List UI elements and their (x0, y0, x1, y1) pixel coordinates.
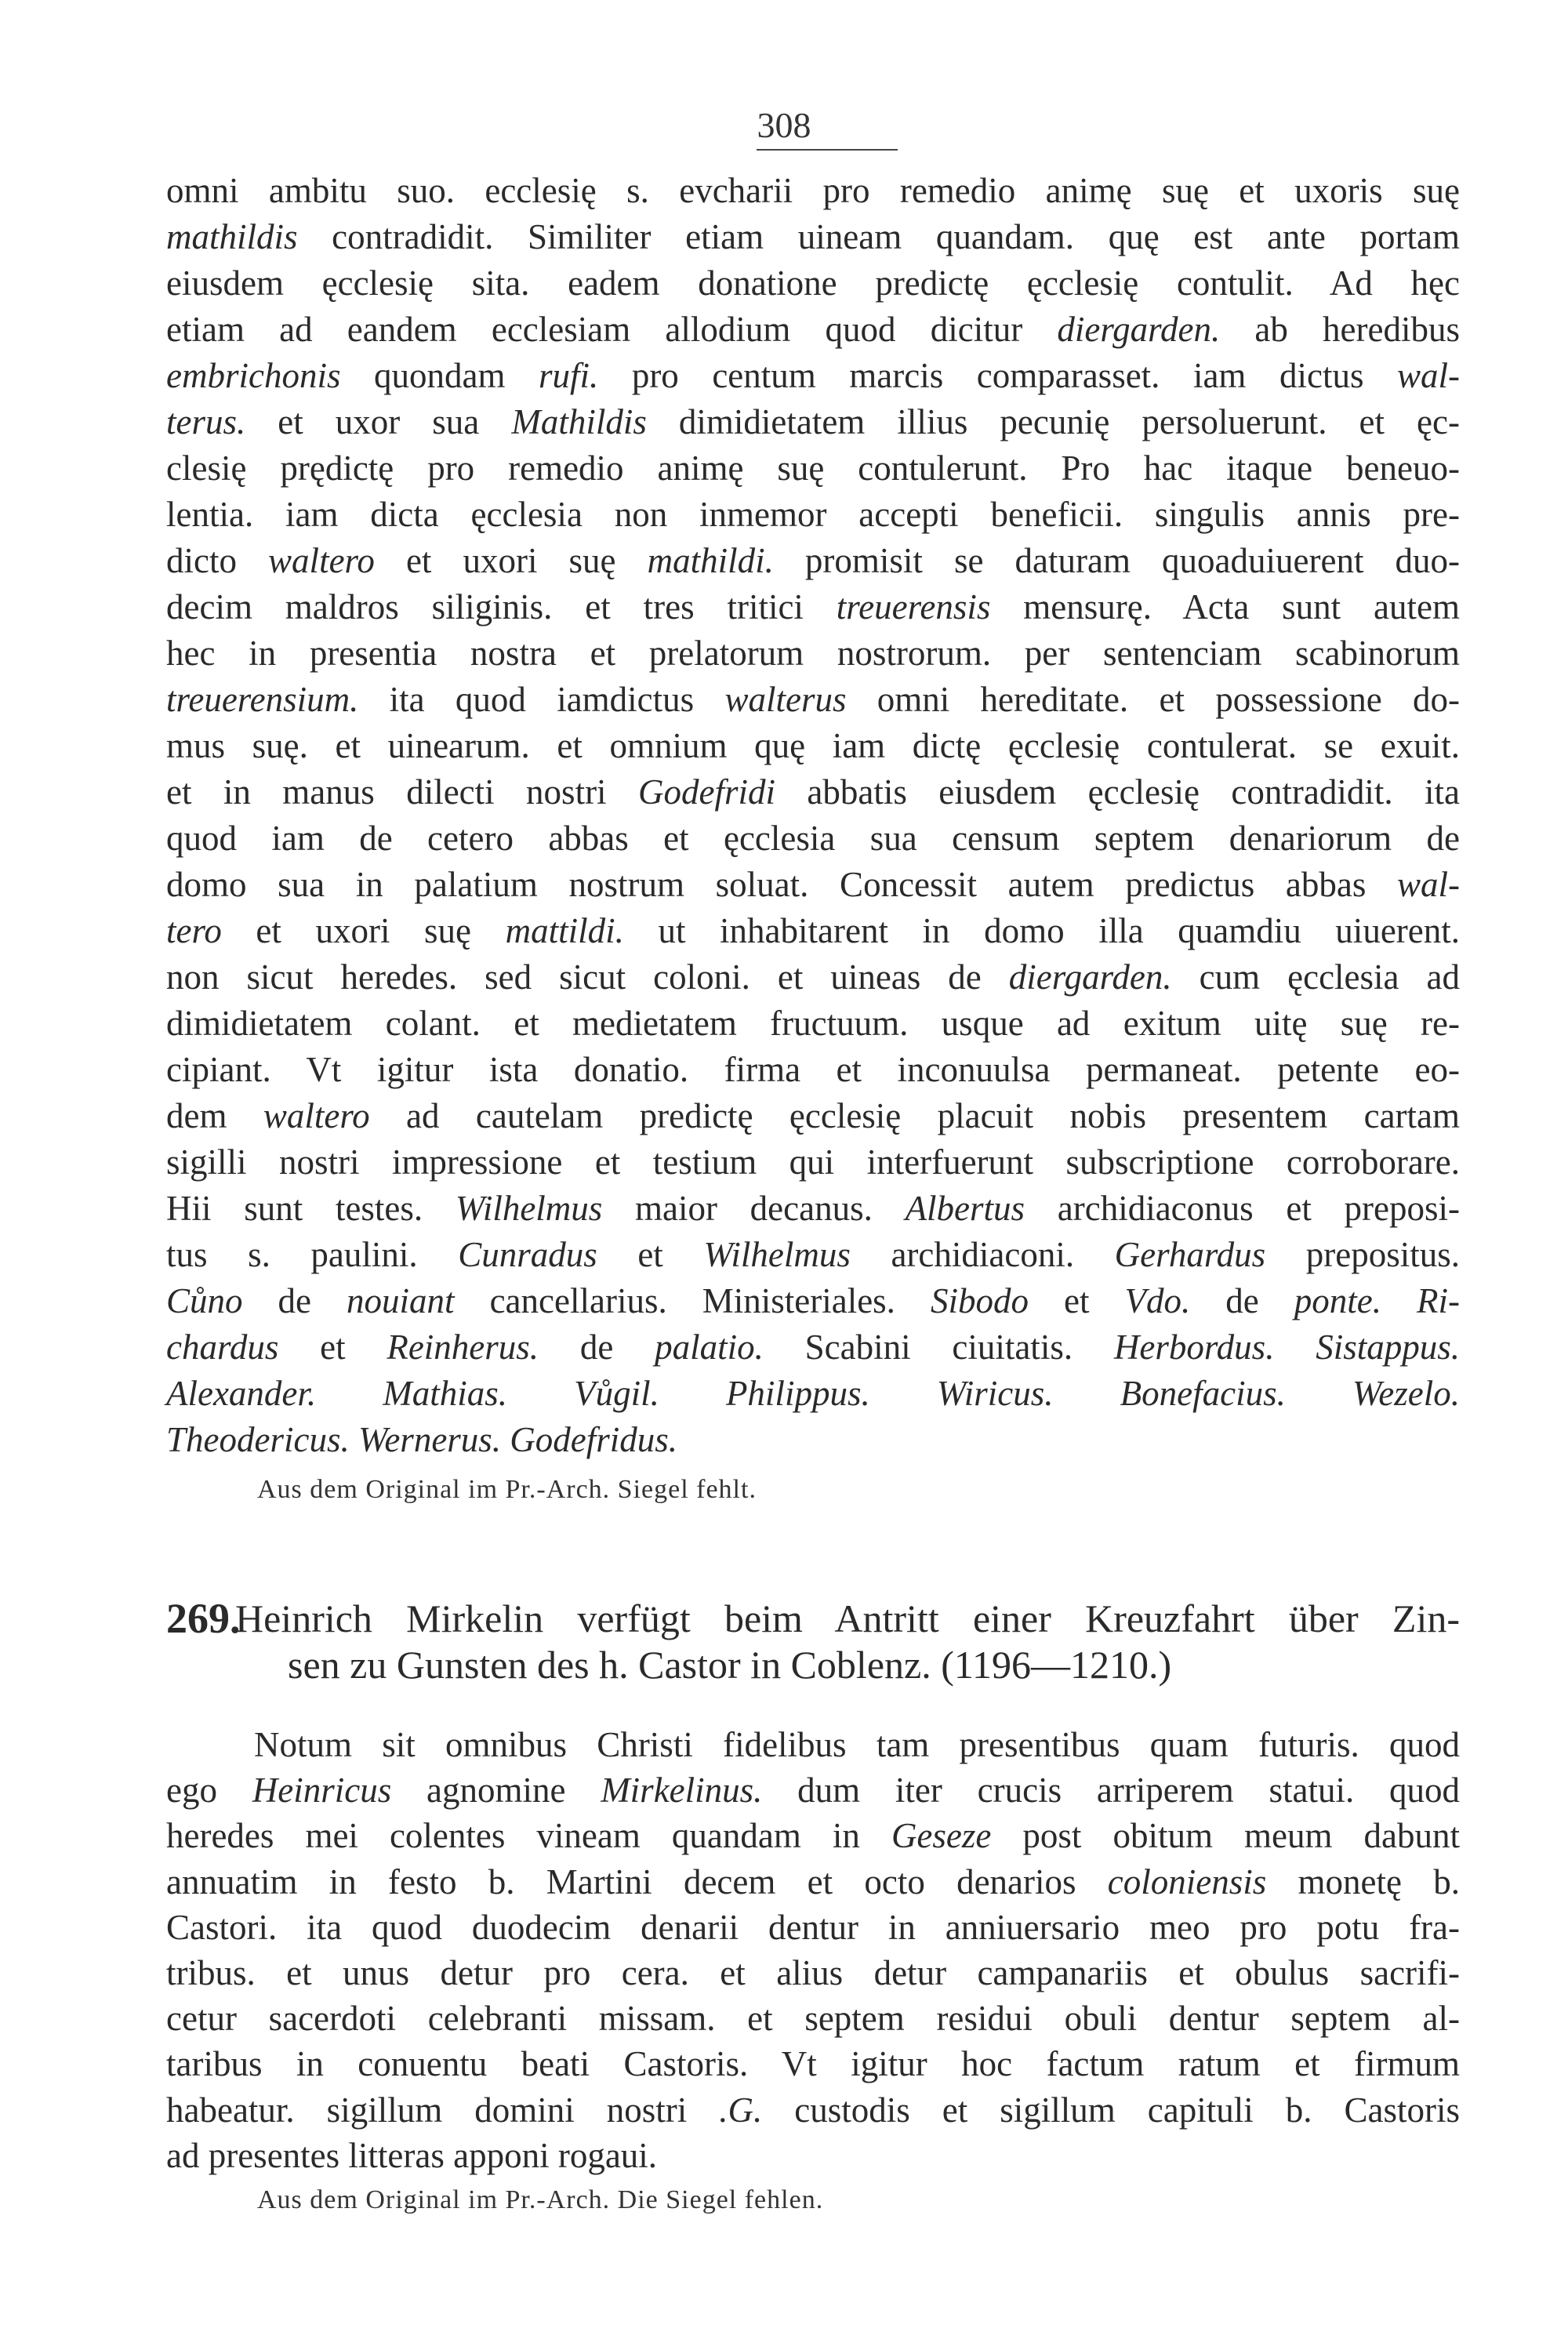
italic-name: Heinricus (252, 1771, 392, 1811)
text-segment: decim maldros siliginis. et tres tritici (166, 587, 837, 627)
italic-name: .G. (719, 2090, 763, 2130)
text-segment: promisit se daturam quoaduiuerent duo- (773, 541, 1460, 580)
text-line (254, 1722, 1460, 1768)
text-line (166, 1324, 1460, 1371)
text-line (166, 1950, 1460, 1996)
italic-name: coloniensis (1107, 1861, 1267, 1901)
italic-name: treuerensium. (166, 680, 359, 719)
text-segment: mus suę. et uinearum. et omnium quę iam dictę ęcclesię contulerat. se exuit. (166, 726, 1460, 765)
text-line (166, 492, 1460, 538)
text-segment: ut inhabitarent in domo illa quamdiu uiuerent. (623, 911, 1460, 950)
italic-name: Cunradus (458, 1235, 597, 1274)
text-line (166, 353, 1460, 399)
text-line (166, 954, 1460, 1001)
italic-name: wal- (1396, 356, 1460, 395)
italic-name: tero (166, 911, 222, 950)
text-segment: omni hereditate. et possessione do- (846, 680, 1460, 719)
text-segment: ab heredibus (1220, 310, 1461, 349)
italic-name: treuerensis (836, 587, 991, 627)
section-number: 269. (166, 1595, 241, 1642)
italic-name: wal- (1396, 865, 1460, 904)
text-line (166, 815, 1460, 862)
text-segment: omni ambitu suo. ecclesię s. evcharii pro remedio animę suę et uxoris suę (166, 171, 1460, 210)
text-segment: de (1190, 1281, 1294, 1320)
text-segment: etiam ad eandem ecclesiam allodium quod dicitur (166, 310, 1058, 349)
italic-name: Cůno (166, 1281, 243, 1320)
italic-name: chardus (166, 1328, 279, 1367)
text-segment: et uxor sua (245, 402, 512, 441)
text-line (166, 862, 1460, 908)
text-segment: cum ęcclesia ad (1171, 957, 1460, 997)
text-segment: Scabini ciuitatis. (763, 1328, 1114, 1367)
italic-name: mathildi. (647, 541, 774, 580)
text-line (166, 2041, 1460, 2087)
italic-name: Sibodo (930, 1281, 1029, 1320)
text-segment: Castori. ita quod duodecim denarii dentur in anniuersario meo pro potu fra- (166, 1907, 1460, 1947)
text-line (166, 538, 1460, 584)
text-line (166, 769, 1460, 815)
text-line (166, 1093, 1460, 1139)
italic-name: Herbordus. Sistappus. (1113, 1328, 1460, 1367)
text-segment: dem (166, 1096, 263, 1135)
text-segment: de (539, 1328, 655, 1367)
text-segment: annuatim in festo b. Martini decem et octo denarios (166, 1861, 1108, 1901)
text-segment: taribus in conuentu beati Castoris. Vt igitur hoc factum ratum et firmum (166, 2044, 1460, 2084)
text-segment: mensurę. Acta sunt autem (990, 587, 1460, 627)
text-segment: non sicut heredes. sed sicut coloni. et uineas de (166, 957, 1009, 997)
text-line (166, 1996, 1460, 2042)
text-line (166, 584, 1460, 630)
italic-name: Mirkelinus. (601, 1771, 763, 1811)
italic-name: Wilhelmus (703, 1235, 851, 1274)
text-line (166, 1001, 1460, 1047)
text-line (166, 214, 1460, 260)
italic-name: nouiant (347, 1281, 455, 1320)
section-title-line-1: Heinrich Mirkelin verfügt beim Antritt einer Kreuzfahrt über Zin- (235, 1596, 1460, 1640)
text-line (166, 307, 1460, 353)
text-segment: abbatis eiusdem ęcclesię contradidit. ita (775, 772, 1460, 812)
text-line (166, 2133, 1460, 2179)
text-line (166, 1047, 1460, 1093)
text-segment: ad cautelam predictę ęcclesię placuit nobis presentem cartam (369, 1096, 1460, 1135)
text-segment: et uxori suę (374, 541, 648, 580)
text-segment: lentia. iam dicta ęcclesia non inmemor accepti beneficii. singulis annis pre- (166, 495, 1460, 534)
text-segment: hec in presentia nostra et prelatorum nostrorum. per sentenciam scabinorum (166, 634, 1460, 673)
text-segment: et uxori suę (221, 911, 506, 950)
text-segment: cipiant. Vt igitur ista donatio. firma et inconuulsa permaneat. petente eo- (166, 1050, 1460, 1089)
italic-name: rufi. (539, 356, 599, 395)
italic-name: Albertus (905, 1189, 1025, 1228)
source-note-269: Aus dem Original im Pr.-Arch. Die Siegel fehlen. (257, 2185, 824, 2214)
italic-name: Wilhelmus (455, 1189, 603, 1228)
text-line (166, 723, 1460, 769)
text-segment: ad presentes litteras apponi rogaui. (166, 2135, 658, 2175)
text-segment: et in manus dilecti nostri (166, 772, 638, 812)
italic-name: terus. (166, 402, 246, 441)
italic-name: waltero (263, 1096, 370, 1135)
text-line (166, 1232, 1460, 1278)
italic-name: mathildis (166, 217, 298, 256)
text-segment: agnomine (391, 1771, 601, 1811)
italic-name: diergarden. (1008, 957, 1172, 997)
text-segment: prepositus. (1265, 1235, 1460, 1274)
page-number-rule (757, 149, 898, 151)
text-segment: Hii sunt testes. (166, 1189, 456, 1228)
text-line (166, 1905, 1460, 1951)
text-segment: ego (166, 1771, 252, 1811)
section-title-line-2: sen zu Gunsten des h. Castor in Coblenz. (1196—1210.) (288, 1643, 1172, 1687)
text-segment: eiusdem ęcclesię sita. eadem donatione predictę ęcclesię contulit. Ad hęc (166, 263, 1460, 303)
text-segment: quod iam de cetero abbas et ęcclesia sua censum septem denariorum de (166, 819, 1460, 858)
text-line (166, 1278, 1460, 1324)
text-line (166, 1371, 1460, 1417)
text-segment: tus s. paulini. (166, 1235, 459, 1274)
text-segment: Notum sit omnibus Christi fidelibus tam presentibus quam futuris. quod (254, 1725, 1460, 1764)
text-segment: et (1028, 1281, 1125, 1320)
text-segment: archidiaconus et preposi- (1025, 1189, 1460, 1228)
italic-name: Theodericus. Wernerus. Godefridus. (166, 1420, 678, 1459)
italic-name: Mathildis (511, 402, 647, 441)
text-segment: quondam (340, 356, 539, 395)
text-segment: cetur sacerdoti celebranti missam. et septem residui obuli dentur septem al- (166, 1999, 1460, 2039)
text-line (166, 1813, 1460, 1859)
italic-name: embrichonis (166, 356, 341, 395)
text-line (166, 399, 1460, 445)
text-line (166, 1186, 1460, 1232)
text-segment: habeatur. sigillum domini nostri (166, 2090, 720, 2130)
italic-name: mattildi. (505, 911, 624, 950)
text-line (166, 2087, 1460, 2134)
text-segment: heredes mei colentes vineam quandam in (166, 1816, 891, 1856)
text-line (166, 630, 1460, 677)
italic-name: Vdo. (1124, 1281, 1191, 1320)
text-segment: archidiaconi. (850, 1235, 1115, 1274)
source-note-268: Aus dem Original im Pr.-Arch. Siegel fehlt. (257, 1475, 757, 1504)
italic-name: ponte. Ri- (1294, 1281, 1461, 1320)
italic-name: Geseze (891, 1816, 992, 1856)
italic-name: Gerhardus (1114, 1235, 1266, 1274)
text-segment: post obitum meum dabunt (991, 1816, 1460, 1856)
text-segment: dimidietatem illius pecunię persoluerunt. et ęc- (646, 402, 1460, 441)
text-segment: sigilli nostri impressione et testium qui interfuerunt subscriptione corroborare. (166, 1142, 1460, 1182)
text-segment: dicto (166, 541, 269, 580)
italic-name: walterus (724, 680, 847, 719)
text-line (166, 1139, 1460, 1186)
text-line (166, 260, 1460, 307)
text-segment: dum iter crucis arriperem statui. quod (762, 1771, 1460, 1811)
italic-name: waltero (268, 541, 375, 580)
text-segment: et (597, 1235, 704, 1274)
text-segment: dimidietatem colant. et medietatem fructuum. usque ad exitum uitę suę re- (166, 1004, 1460, 1043)
text-line (166, 1859, 1460, 1905)
text-line (166, 445, 1460, 492)
text-segment: domo sua in palatium nostrum soluat. Concessit autem predictus abbas (166, 865, 1397, 904)
text-line (166, 168, 1460, 214)
text-line (166, 1767, 1460, 1814)
text-segment: maior decanus. (602, 1189, 906, 1228)
text-segment: pro centum marcis comparasset. iam dictus (598, 356, 1397, 395)
text-segment: contradidit. Similiter etiam uineam quandam. quę est ante portam (297, 217, 1460, 256)
italic-name: Godefridi (637, 772, 775, 812)
italic-name: Reinherus. (387, 1328, 539, 1367)
text-segment: de (242, 1281, 347, 1320)
text-segment: cancellarius. Ministeriales. (454, 1281, 931, 1320)
page-number: 308 (757, 105, 811, 145)
text-segment: monetę b. (1266, 1861, 1460, 1901)
text-segment: et (278, 1328, 387, 1367)
text-segment: custodis et sigillum capituli b. Castoris (762, 2090, 1460, 2130)
text-segment: clesię prędictę pro remedio animę suę contulerunt. Pro hac itaque beneuo- (166, 449, 1460, 488)
text-segment: tribus. et unus detur pro cera. et alius detur campanariis et obulus sacrifi- (166, 1953, 1460, 1992)
text-segment: ita quod iamdictus (358, 680, 725, 719)
italic-name: Alexander. Mathias. Vůgil. Philippus. Wiricus. Bonefacius. Wezelo. (166, 1374, 1460, 1413)
text-line (166, 677, 1460, 723)
italic-name: diergarden. (1057, 310, 1221, 349)
italic-name: palatio. (655, 1328, 764, 1367)
text-line (166, 908, 1460, 954)
text-line (166, 1417, 1460, 1463)
